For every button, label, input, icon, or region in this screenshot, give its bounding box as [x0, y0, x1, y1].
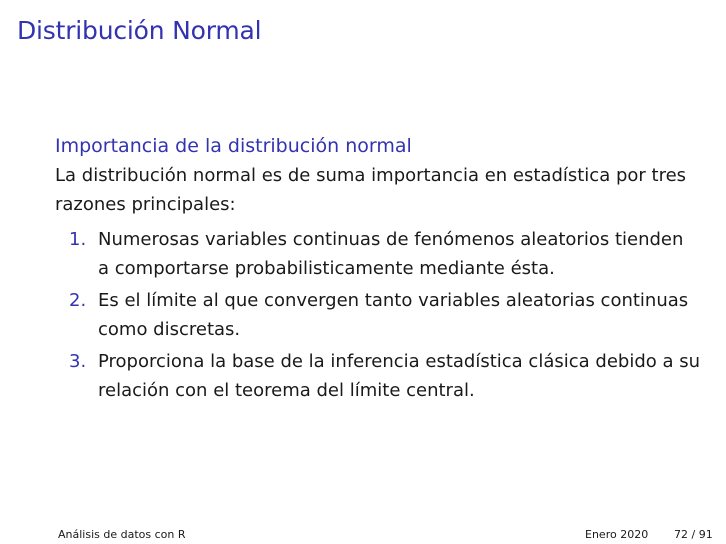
numbered-list — [55, 225, 700, 405]
block-body — [55, 161, 700, 405]
list-item-text: Numerosas variables continuas de fenómenos aleatorios tienden a comportarse probabilisticamente mediante ésta. — [98, 229, 684, 279]
list-item-number: 3. — [69, 351, 87, 372]
list-item — [55, 347, 700, 405]
list-item-text: Es el límite al que convergen tanto variables aleatorias continuas como discretas. — [98, 290, 689, 340]
list-item — [55, 225, 700, 283]
footer-course-title: Análisis de datos con R — [58, 528, 186, 541]
footer-page-number: 72 / 91 — [674, 528, 713, 541]
footer-date: Enero 2020 — [585, 528, 649, 541]
block-title: Importancia de la distribución normal — [55, 135, 412, 157]
list-item-number: 2. — [69, 290, 87, 311]
list-item — [55, 286, 700, 344]
intro-paragraph: La distribución normal es de suma importancia en estadística por tres razones principales: — [55, 165, 687, 215]
slide-title: Distribución Normal — [17, 16, 262, 45]
content-block — [55, 133, 700, 408]
list-item-text: Proporciona la base de la inferencia estadística clásica debido a su relación con el teorema del límite central. — [98, 351, 701, 401]
list-item-number: 1. — [69, 229, 87, 250]
